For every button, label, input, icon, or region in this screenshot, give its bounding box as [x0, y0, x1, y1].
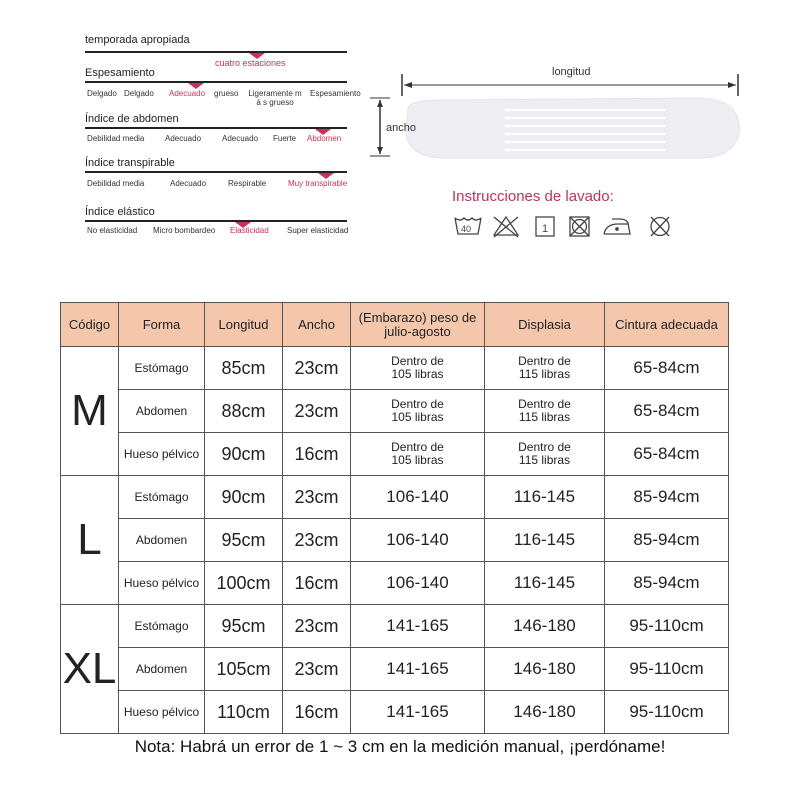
- shape-cell: Estómago: [119, 347, 205, 390]
- iron-low-icon: [604, 219, 630, 234]
- shape-cell: Abdomen: [119, 648, 205, 691]
- length-cell: 85cm: [205, 347, 283, 390]
- no-tumble-dry-icon: [570, 217, 589, 236]
- scale-line: [85, 220, 347, 222]
- header-code: Código: [61, 303, 119, 347]
- width-cell: 23cm: [283, 390, 351, 433]
- width-cell: 23cm: [283, 519, 351, 562]
- line-dry-mark: 1: [542, 223, 549, 235]
- attr-abdomen-index: [85, 113, 355, 153]
- shape-cell: Abdomen: [119, 519, 205, 562]
- width-cell: 23cm: [283, 605, 351, 648]
- weight-cell: 141-165: [351, 691, 485, 734]
- waist-cell: 95-110cm: [605, 691, 729, 734]
- attr-title: Índice transpirable: [85, 157, 175, 169]
- shape-cell: Hueso pélvico: [119, 562, 205, 605]
- weight-text: Dentro de 105 libras: [391, 354, 444, 381]
- dysplasia-cell: 116-145: [485, 562, 605, 605]
- attr-option: Ligeramente m á s grueso: [248, 89, 302, 107]
- line-dry-icon: [536, 217, 554, 236]
- attr-option-selected: Adecuado: [169, 89, 206, 98]
- attr-title: Índice de abdomen: [85, 113, 179, 125]
- attr-option: Fuerte: [273, 134, 297, 143]
- length-cell: 105cm: [205, 648, 283, 691]
- attr-breathable-index: [85, 157, 355, 197]
- length-cell: 95cm: [205, 519, 283, 562]
- header-weight: (Embarazo) peso de julio-agosto: [351, 303, 485, 347]
- waist-cell: 85-94cm: [605, 562, 729, 605]
- attr-option: Delgado: [87, 89, 117, 98]
- attr-title: temporada apropiada: [85, 34, 190, 46]
- waist-cell: 85-94cm: [605, 519, 729, 562]
- weight-cell: [351, 433, 485, 476]
- width-cell: 23cm: [283, 648, 351, 691]
- header-waist: Cintura adecuada: [605, 303, 729, 347]
- attr-option: Adecuado: [170, 179, 207, 188]
- header-shape: Forma: [119, 303, 205, 347]
- washing-instructions: [452, 188, 712, 235]
- waist-cell: 65-84cm: [605, 390, 729, 433]
- dysplasia-text: Dentro de 115 libras: [518, 354, 571, 381]
- dysplasia-text: Dentro de 115 libras: [518, 397, 571, 424]
- table-row: [61, 433, 729, 476]
- waist-cell: 65-84cm: [605, 433, 729, 476]
- dysplasia-cell: 116-145: [485, 519, 605, 562]
- scale-line: [85, 171, 347, 173]
- table-row: [61, 691, 729, 734]
- width-cell: 23cm: [283, 476, 351, 519]
- table-row: [61, 562, 729, 605]
- weight-text: Dentro de 105 libras: [391, 440, 444, 467]
- width-cell: 23cm: [283, 347, 351, 390]
- shape-cell: Estómago: [119, 476, 205, 519]
- dysplasia-cell: 146-180: [485, 605, 605, 648]
- attr-title: Espesamiento: [85, 67, 155, 79]
- dysplasia-cell: 146-180: [485, 648, 605, 691]
- table-row: [61, 605, 729, 648]
- washing-title: Instrucciones de lavado:: [452, 188, 614, 205]
- shape-cell: Estómago: [119, 605, 205, 648]
- shape-cell: Hueso pélvico: [119, 433, 205, 476]
- attr-option: Debilidad media: [87, 134, 145, 143]
- header-length: Longitud: [205, 303, 283, 347]
- scale-line: [85, 51, 347, 53]
- attr-title: Índice elástico: [85, 206, 155, 218]
- table-row: [61, 648, 729, 691]
- width-cell: 16cm: [283, 691, 351, 734]
- attr-option: Debilidad media: [87, 179, 145, 188]
- attr-option: Super elasticidad: [287, 226, 349, 235]
- attr-thickening: [85, 67, 361, 112]
- weight-cell: 141-165: [351, 648, 485, 691]
- table-header-row: [61, 303, 729, 347]
- wash-temp-text: 40: [461, 224, 472, 234]
- waist-cell: 85-94cm: [605, 476, 729, 519]
- size-code-xl: XL: [61, 605, 119, 734]
- attr-option: Espesamiento: [310, 89, 361, 98]
- length-cell: 110cm: [205, 691, 283, 734]
- attr-extra-label: cuatro estaciones: [215, 58, 286, 68]
- table-row: [61, 347, 729, 390]
- shape-cell: Abdomen: [119, 390, 205, 433]
- attr-option: Micro bombardeo: [153, 226, 216, 235]
- wash-40-icon: [455, 218, 481, 234]
- dysplasia-cell: [485, 433, 605, 476]
- waist-cell: 95-110cm: [605, 648, 729, 691]
- attr-option: grueso: [214, 89, 239, 98]
- table-row: [61, 390, 729, 433]
- length-label: longitud: [552, 66, 591, 78]
- size-table: [60, 302, 729, 734]
- table-row: [61, 519, 729, 562]
- dysplasia-cell: [485, 347, 605, 390]
- weight-text: Dentro de 105 libras: [391, 397, 444, 424]
- waist-cell: 65-84cm: [605, 347, 729, 390]
- attr-option-selected: Abdomen: [307, 134, 342, 143]
- width-cell: 16cm: [283, 433, 351, 476]
- length-cell: 100cm: [205, 562, 283, 605]
- length-cell: 88cm: [205, 390, 283, 433]
- belt-diagram: [370, 60, 760, 180]
- width-cell: 16cm: [283, 562, 351, 605]
- weight-cell: 106-140: [351, 519, 485, 562]
- no-bleach-icon: [494, 217, 518, 237]
- width-label: ancho: [386, 122, 416, 134]
- weight-cell: 141-165: [351, 605, 485, 648]
- scale-line: [85, 81, 347, 83]
- dysplasia-cell: [485, 390, 605, 433]
- dysplasia-cell: 116-145: [485, 476, 605, 519]
- weight-cell: 106-140: [351, 476, 485, 519]
- measurement-note: Nota: Habrá un error de 1 ~ 3 cm en la medición manual, ¡perdóname!: [134, 737, 666, 756]
- length-cell: 95cm: [205, 605, 283, 648]
- size-code-l: L: [61, 476, 119, 605]
- attr-option-selected: Muy transpirable: [288, 179, 348, 188]
- header-dysplasia: Displasia: [485, 303, 605, 347]
- scale-line: [85, 127, 347, 129]
- length-cell: 90cm: [205, 433, 283, 476]
- dysplasia-text: Dentro de 115 libras: [518, 440, 571, 467]
- attr-elastic-index: [85, 206, 355, 246]
- weight-cell: 106-140: [351, 562, 485, 605]
- weight-cell: [351, 347, 485, 390]
- attr-option: Respirable: [228, 179, 267, 188]
- washing-icons: [452, 214, 692, 240]
- attr-option: Delgado: [124, 89, 154, 98]
- dysplasia-cell: 146-180: [485, 691, 605, 734]
- attr-option: Adecuado: [165, 134, 202, 143]
- attr-option: Adecuado: [222, 134, 259, 143]
- attr-option-selected: Elasticidad: [230, 226, 269, 235]
- attr-option: No elasticidad: [87, 226, 138, 235]
- header-width: Ancho: [283, 303, 351, 347]
- waist-cell: 95-110cm: [605, 605, 729, 648]
- weight-cell: [351, 390, 485, 433]
- dimension-diagram: [370, 60, 760, 180]
- table-row: [61, 476, 729, 519]
- shape-cell: Hueso pélvico: [119, 691, 205, 734]
- no-dry-clean-icon: [651, 217, 669, 236]
- length-cell: 90cm: [205, 476, 283, 519]
- size-code-m: M: [61, 347, 119, 476]
